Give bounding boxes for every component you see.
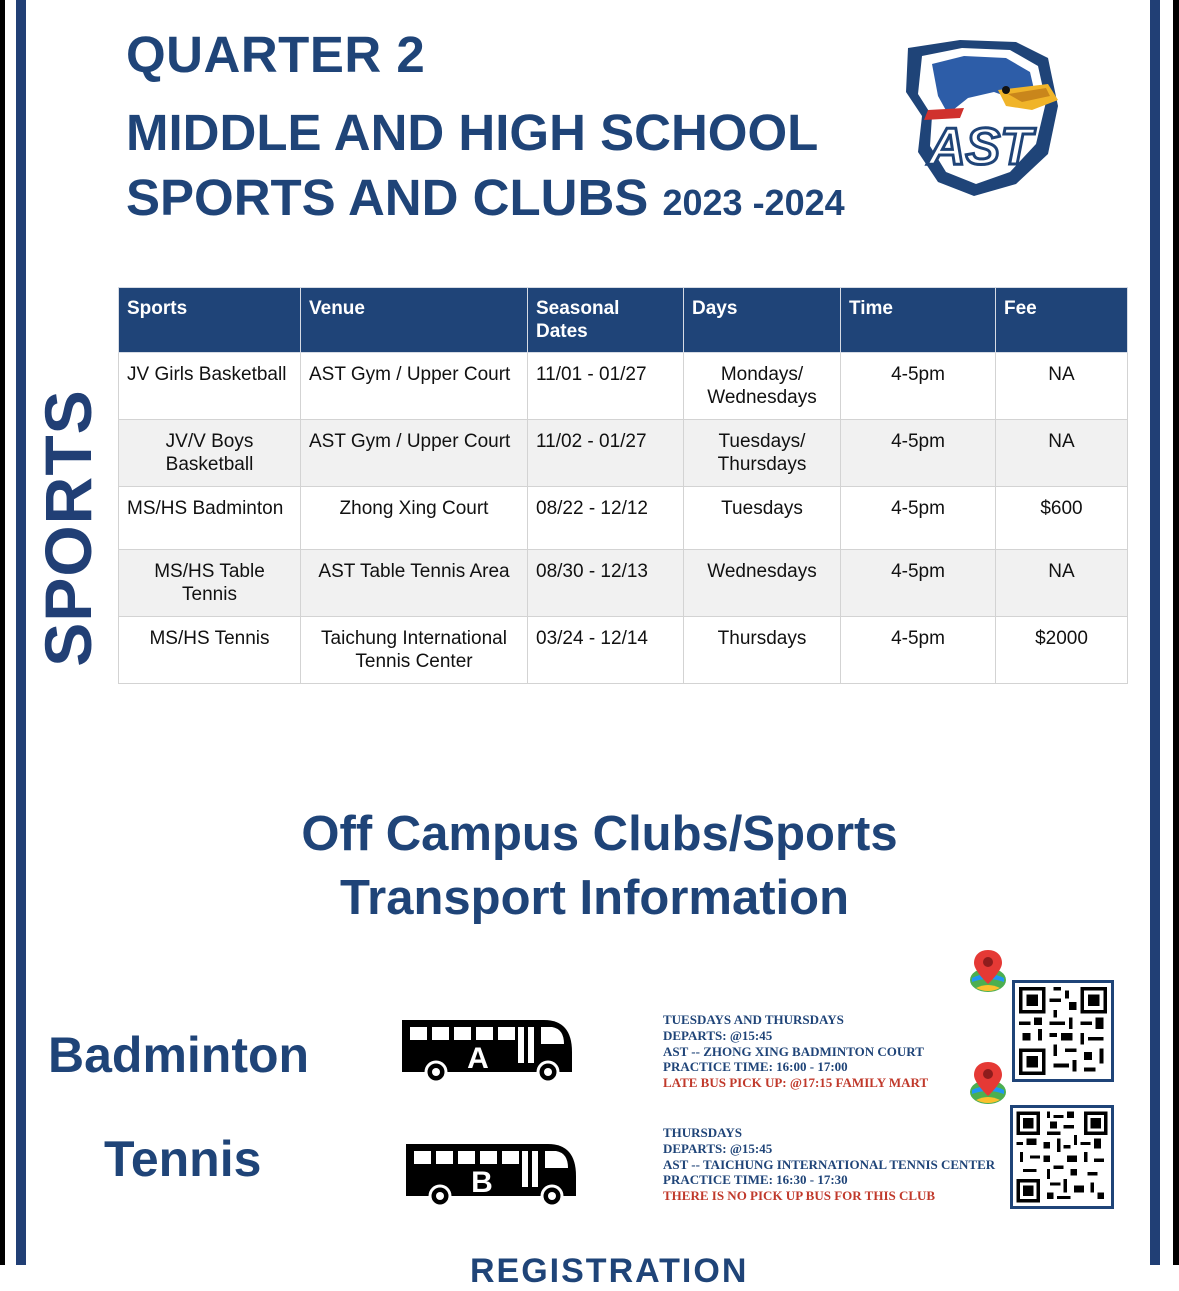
bus-a-icon bbox=[396, 1016, 576, 1084]
cell-sport: JV/V Boys Basketball bbox=[119, 420, 301, 487]
cell-venue: AST Gym / Upper Court bbox=[301, 420, 528, 487]
info-line: PRACTICE TIME: 16:00 - 17:00 bbox=[663, 1059, 848, 1075]
cell-time: 4-5pm bbox=[841, 420, 996, 487]
left-edge bbox=[0, 0, 5, 1265]
badminton-label: Badminton bbox=[48, 1027, 310, 1083]
table-row bbox=[119, 550, 1128, 617]
cell-sport: MS/HS Table Tennis bbox=[119, 550, 301, 617]
cell-time: 4-5pm bbox=[841, 353, 996, 420]
cell-fee: NA bbox=[996, 550, 1128, 617]
cell-days: Tuesdays bbox=[684, 487, 841, 550]
col-header-fee: Fee bbox=[996, 288, 1128, 353]
cell-dates: 08/30 - 12/13 bbox=[528, 550, 684, 617]
col-header-days: Days bbox=[684, 288, 841, 353]
cell-sport: MS/HS Badminton bbox=[119, 487, 301, 550]
cell-venue: Taichung International Tennis Center bbox=[301, 617, 528, 684]
cell-venue: AST Gym / Upper Court bbox=[301, 353, 528, 420]
info-line: DEPARTS: @15:45 bbox=[663, 1140, 773, 1156]
cell-days: Tuesdays/ Thursdays bbox=[684, 420, 841, 487]
logo-text: AST bbox=[928, 118, 1032, 176]
col-header-venue: Venue bbox=[301, 288, 528, 353]
map-pin-icon[interactable] bbox=[968, 948, 1008, 994]
info-line: PRACTICE TIME: 16:30 - 17:30 bbox=[663, 1172, 848, 1188]
info-line: THURSDAYS bbox=[663, 1125, 742, 1140]
table-row bbox=[119, 487, 1128, 550]
badminton-transport-info bbox=[663, 1012, 928, 1091]
title-line-2-text: SPORTS AND CLUBS bbox=[126, 169, 649, 226]
right-edge bbox=[1173, 0, 1179, 1265]
title-line-1: MIDDLE AND HIGH SCHOOL bbox=[126, 104, 819, 161]
info-line: DEPARTS: @15:45 bbox=[663, 1027, 773, 1043]
cell-time: 4-5pm bbox=[841, 550, 996, 617]
col-header-dates: Seasonal Dates bbox=[528, 288, 684, 353]
cell-days: Mondays/ Wednesdays bbox=[684, 353, 841, 420]
info-line: AST -- ZHONG XING BADMINTON COURT bbox=[663, 1043, 924, 1059]
left-page-border bbox=[16, 0, 26, 1265]
sports-vertical-label: SPORTS bbox=[31, 388, 105, 667]
quarter-heading: QUARTER 2 bbox=[126, 26, 426, 83]
cell-venue: Zhong Xing Court bbox=[301, 487, 528, 550]
transport-title: Transport Information bbox=[339, 871, 850, 925]
qr-code-tennis-icon[interactable] bbox=[1010, 1105, 1114, 1209]
table-row bbox=[119, 353, 1128, 420]
right-page-border bbox=[1150, 0, 1160, 1265]
tennis-label: Tennis bbox=[104, 1131, 262, 1187]
cell-dates: 11/02 - 01/27 bbox=[528, 420, 684, 487]
col-header-sports: Sports bbox=[119, 288, 301, 353]
table-row bbox=[119, 420, 1128, 487]
cell-venue: AST Table Tennis Area bbox=[301, 550, 528, 617]
cell-fee: $2000 bbox=[996, 617, 1128, 684]
table-row bbox=[119, 617, 1128, 684]
info-note: LATE BUS PICK UP: @17:15 FAMILY MART bbox=[663, 1075, 929, 1091]
school-year: 2023 -2024 bbox=[662, 182, 845, 223]
info-line: TUESDAYS AND THURSDAYS bbox=[663, 1012, 844, 1027]
registration-heading-partial: REGISTRATION bbox=[470, 1252, 749, 1290]
cell-sport: MS/HS Tennis bbox=[119, 617, 301, 684]
cell-fee: NA bbox=[996, 420, 1128, 487]
sports-schedule-table bbox=[118, 287, 1128, 684]
cell-days: Wednesdays bbox=[684, 550, 841, 617]
qr-code-badminton-icon[interactable] bbox=[1012, 980, 1114, 1082]
cell-fee: NA bbox=[996, 353, 1128, 420]
col-header-time: Time bbox=[841, 288, 996, 353]
cell-time: 4-5pm bbox=[841, 617, 996, 684]
map-pin-icon[interactable] bbox=[968, 1060, 1008, 1106]
cell-fee: $600 bbox=[996, 487, 1128, 550]
cell-dates: 03/24 - 12/14 bbox=[528, 617, 684, 684]
title-line-2 bbox=[126, 168, 845, 227]
off-campus-title: Off Campus Clubs/Sports bbox=[301, 807, 898, 861]
cell-time: 4-5pm bbox=[841, 487, 996, 550]
bus-b-letter: B bbox=[471, 1166, 493, 1199]
cell-dates: 08/22 - 12/12 bbox=[528, 487, 684, 550]
ast-eagle-logo bbox=[898, 36, 1064, 198]
info-line: AST -- TAICHUNG INTERNATIONAL TENNIS CENTER bbox=[663, 1156, 996, 1172]
tennis-transport-info bbox=[663, 1125, 995, 1204]
table-header-row bbox=[119, 288, 1128, 353]
cell-sport: JV Girls Basketball bbox=[119, 353, 301, 420]
cell-days: Thursdays bbox=[684, 617, 841, 684]
cell-dates: 11/01 - 01/27 bbox=[528, 353, 684, 420]
bus-a-letter: A bbox=[467, 1042, 489, 1075]
info-note: THERE IS NO PICK UP BUS FOR THIS CLUB bbox=[663, 1188, 936, 1204]
bus-b-icon bbox=[400, 1140, 580, 1208]
sports-vertical-label-box bbox=[31, 388, 105, 667]
